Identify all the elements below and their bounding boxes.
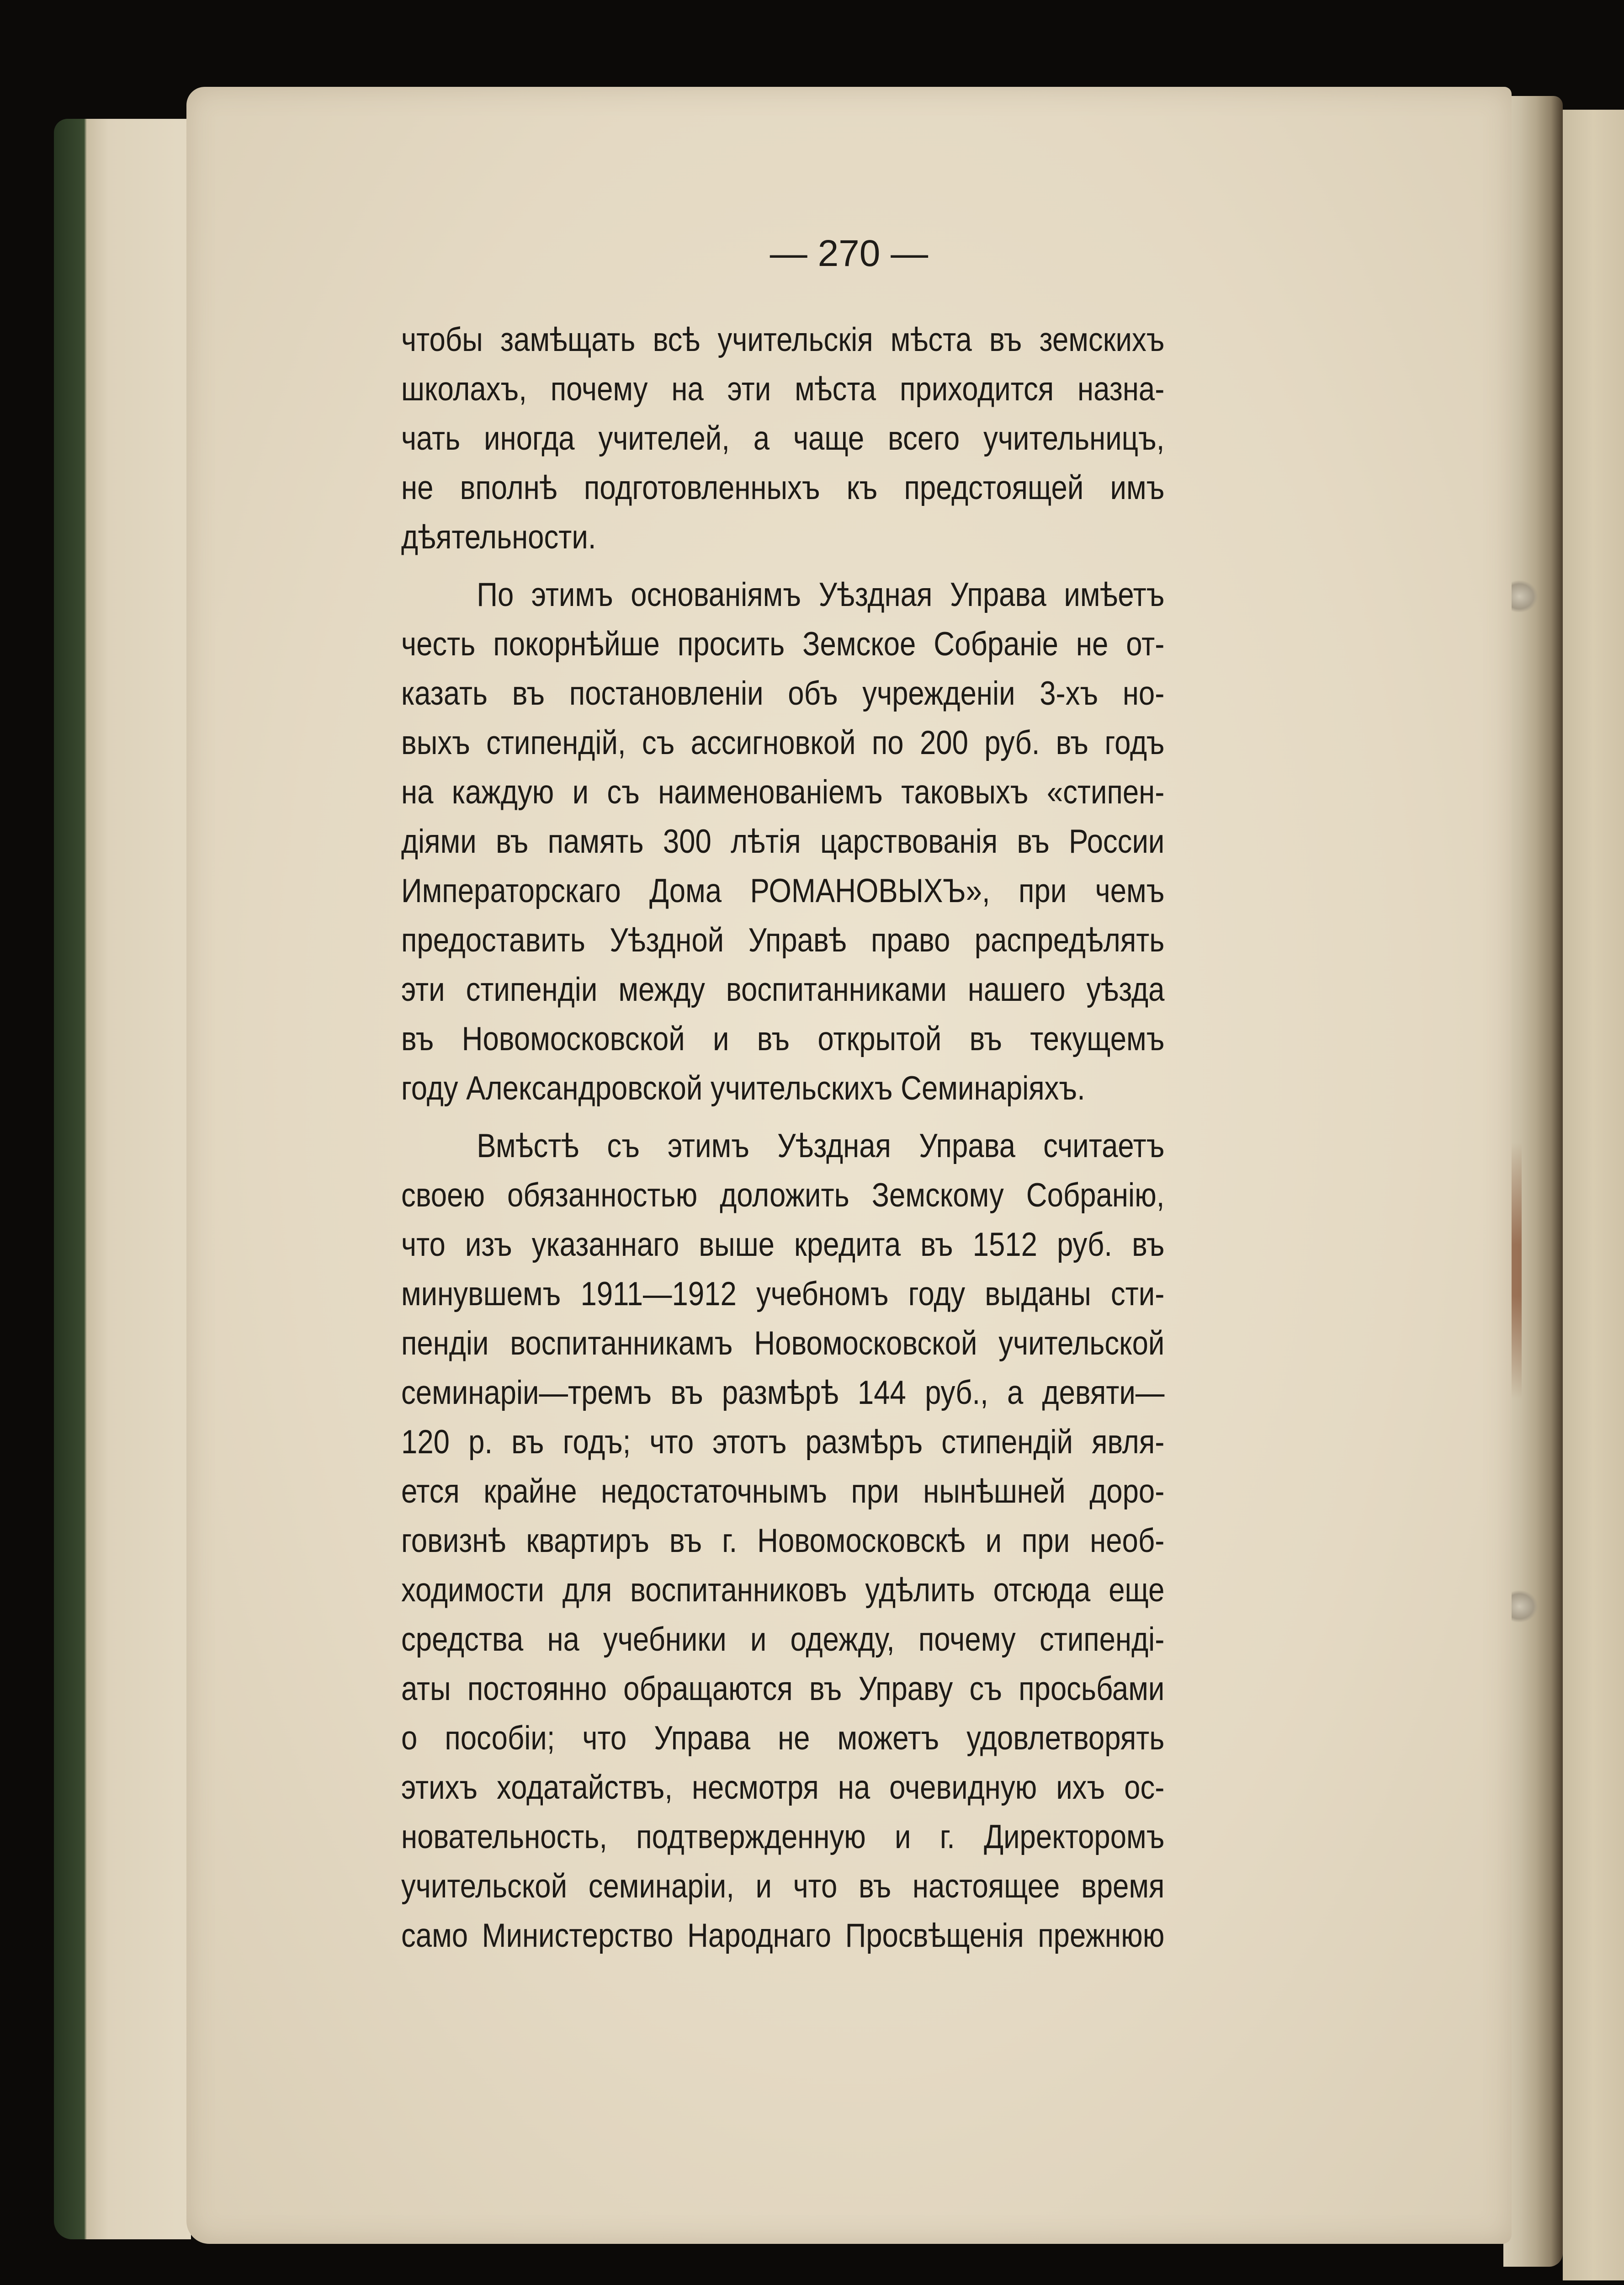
text-line: семинаріи—тремъ въ размѣрѣ 144 руб., а девяти—: [401, 1374, 1165, 1411]
text-line: Императорскаго Дома РОМАНОВЫХЪ», при чемъ: [401, 872, 1165, 909]
text-line: По этимъ основаніямъ Уѣздная Управа имѣетъ: [477, 576, 1165, 613]
text-line: честь покорнѣйше просить Земское Собраніе не от-: [401, 626, 1165, 663]
text-line: чать иногда учителей, а чаще всего учительницъ,: [401, 420, 1165, 457]
text-line: чтобы замѣщать всѣ учительскія мѣста въ земскихъ: [401, 321, 1165, 358]
text-line: на каждую и съ наименованіемъ таковыхъ «стипен-: [401, 774, 1165, 811]
text-line: не вполнѣ подготовленныхъ къ предстоящей имъ: [401, 469, 1165, 506]
text-line: минувшемъ 1911—1912 учебномъ году выданы сти-: [401, 1275, 1165, 1313]
text-line: школахъ, почему на эти мѣста приходится назна-: [401, 371, 1165, 408]
text-line: діями въ память 300 лѣтія царствованія въ России: [401, 823, 1165, 860]
text-line: своею обязанностью доложить Земскому Собранію,: [401, 1177, 1165, 1214]
text-line: учительской семинаріи, и что въ настоящее время: [401, 1868, 1165, 1905]
text-line: этихъ ходатайствъ, несмотря на очевидную ихъ ос-: [401, 1769, 1165, 1806]
text-line: эти стипендіи между воспитанниками нашего уѣзда: [401, 971, 1165, 1008]
next-page-edge: [1563, 110, 1624, 2280]
book-page: [186, 87, 1512, 2244]
text-line: ется крайне недостаточнымъ при нынѣшней доро-: [401, 1473, 1165, 1510]
paragraph: [401, 1121, 1164, 1961]
page-body: [401, 315, 1164, 1961]
paragraph: [401, 315, 1164, 562]
left-page-edges: [54, 119, 191, 2239]
text-line: выхъ стипендій, съ ассигновкой по 200 руб. въ годъ: [401, 724, 1165, 761]
text-line: говизнѣ квартиръ въ г. Новомосковскѣ и при необ-: [401, 1522, 1165, 1559]
page-number: — 270 —: [770, 233, 929, 274]
text-line: 120 р. въ годъ; что этотъ размѣръ стипендій явля-: [401, 1424, 1165, 1461]
text-line: казать въ постановленіи объ учрежденіи 3-хъ но-: [401, 675, 1165, 712]
paragraph: [401, 570, 1164, 1113]
text-line: новательность, подтвержденную и г. Директоромъ: [401, 1818, 1165, 1855]
text-line: пендіи воспитанникамъ Новомосковской учительской: [401, 1325, 1165, 1362]
text-line: само Министерство Народнаго Просвѣщенія прежнюю: [401, 1917, 1165, 1954]
text-line: средства на учебники и одежду, почему стипенді-: [401, 1621, 1165, 1658]
text-line: въ Новомосковской и въ открытой въ текущемъ: [401, 1020, 1165, 1057]
text-line: что изъ указаннаго выше кредита въ 1512 руб. въ: [401, 1226, 1165, 1263]
text-line: предоставить Уѣздной Управѣ право распредѣлять: [401, 922, 1165, 959]
text-line: аты постоянно обращаются въ Управу съ просьбами: [401, 1670, 1165, 1707]
text-line: ходимости для воспитанниковъ удѣлить отсюда еще: [401, 1572, 1165, 1609]
text-line: о пособіи; что Управа не можетъ удовлетворять: [401, 1720, 1165, 1757]
text-line: году Александровской учительскихъ Семинаріяхъ.: [401, 1070, 1085, 1107]
text-line: дѣятельности.: [401, 519, 596, 556]
text-line: Вмѣстѣ съ этимъ Уѣздная Управа считаетъ: [477, 1127, 1165, 1164]
